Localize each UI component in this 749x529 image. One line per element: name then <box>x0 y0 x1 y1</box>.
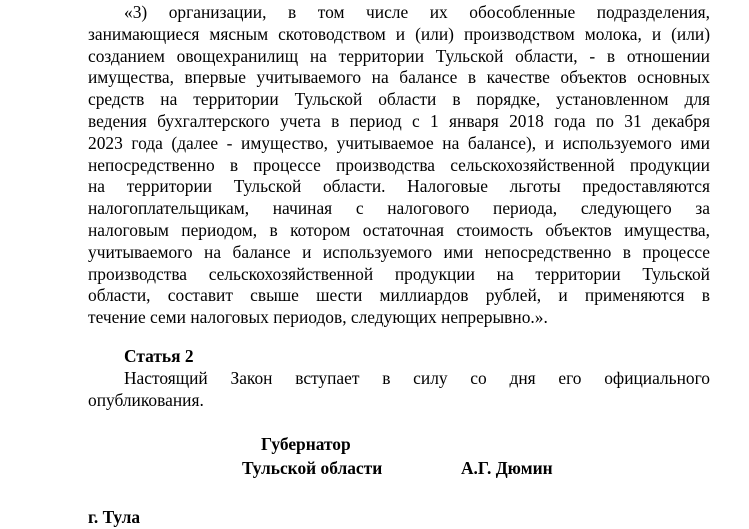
text-line: созданием овощехранилищ на территории Тульской области, - в отношении <box>88 45 710 66</box>
signature-title-line1: Губернатор <box>261 434 351 454</box>
signature-title-line2: Тульской области <box>242 458 383 478</box>
text-line: ведения бухгалтерского учета в период с 1 января 2018 года по 31 декабря <box>88 110 710 131</box>
signature-name: А.Г. Дюмин <box>461 458 553 478</box>
text-line: течение семи налоговых периодов, следующих непрерывно.». <box>88 307 548 328</box>
text-line: имущества, впервые учитываемого на балансе в качестве объектов основных <box>88 67 710 88</box>
text-line: средств на территории Тульской области в порядке, установленном для <box>88 89 710 110</box>
article-heading: Статья 2 <box>124 346 194 366</box>
text-line: 2023 года (далее - имущество, учитываемое на балансе), и используемого ими <box>88 132 710 153</box>
text-line: налоговым периодом, в котором остаточная стоимость объектов имущества, <box>88 219 710 240</box>
text-line: опубликования. <box>88 389 204 410</box>
text-line: области, составит свыше шести миллиардов рублей, и применяются в <box>88 285 710 306</box>
text-line: «3) организации, в том числе их обособленные подразделения, <box>124 2 710 22</box>
paragraph-clause-3 <box>88 2 710 329</box>
text-line: непосредственно в процессе производства сельскохозяйственной продукции <box>88 154 710 175</box>
text-line: учитываемого на балансе и используемого ими непосредственно в процессе <box>88 241 710 262</box>
text-line: занимающиеся мясным скотоводством и (или) производством молока, и (или) <box>88 23 710 44</box>
article-body <box>88 368 710 412</box>
text-line: производства сельскохозяйственной продукции на территории Тульской <box>88 263 710 284</box>
text-line: Настоящий Закон вступает в силу со дня его официального <box>124 368 710 388</box>
text-line: на территории Тульской области. Налоговые льготы предоставляются <box>88 176 710 197</box>
text-line: налогоплательщикам, начиная с налогового периода, следующего за <box>88 198 710 219</box>
place-of-signing: г. Тула <box>88 507 141 527</box>
